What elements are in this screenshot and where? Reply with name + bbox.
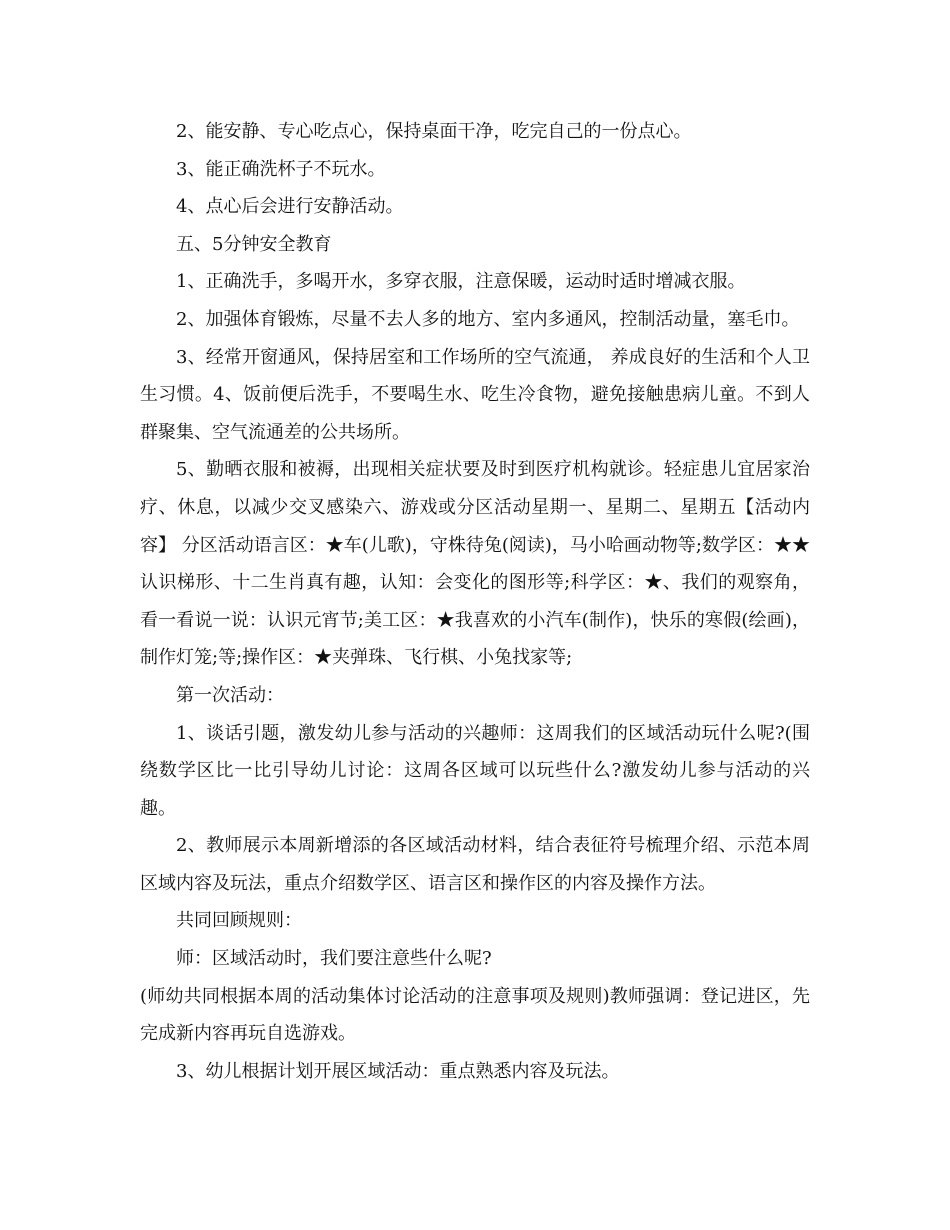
paragraph: (师幼共同根据本周的活动集体讨论活动的注意事项及规则)教师强调：登记进区，先完成新内容再玩自选游戏。 (140, 985, 810, 1045)
paragraph: 2、能安静、专心吃点心，保持桌面干净，吃完自己的一份点心。 (176, 121, 692, 142)
section-heading: 五、5分钟安全教育 (176, 233, 332, 255)
paragraph: 3、幼儿根据计划开展区域活动：重点熟悉内容及玩法。 (176, 1060, 620, 1082)
paragraph: 2、教师展示本周新增添的各区域活动材料，结合表征符号梳理介绍、示范本周区域内容及玩法，重点介绍数学区、语言区和操作区的内容及操作方法。 (140, 835, 810, 894)
paragraph: 5、勤晒衣服和被褥，出现相关症状要及时到医疗机构就诊。轻症患儿宜居家治疗、休息，以减少交叉感染六、游戏或分区活动星期一、星期二、星期五【活动内容】 分区活动语言区：★车(儿歌)，守株待兔(阅读)，马小哈画动物等;数学区：★★认识梯形、十二生肖真有趣，认知：会变化的图形等;科学区：★、我们的观察角，看一看说一说：认识元宵节;美工区：★我喜欢的小汽车(制作)，快乐的寒假(绘画)，制作灯笼;等;操作区：★夹弹珠、飞行棋、小兔找家等; (140, 459, 810, 669)
subheading: 共同回顾规则： (176, 910, 302, 932)
paragraph: 4、点心后会进行安静活动。 (176, 196, 404, 218)
document-body (140, 113, 810, 1090)
paragraph: 3、能正确洗杯子不玩水。 (176, 158, 386, 180)
paragraph: 1、谈话引题，激发幼儿参与活动的兴趣师：这周我们的区域活动玩什么呢?(围绕数学区比一比引导幼儿讨论：这周各区域可以玩些什么?激发幼儿参与活动的兴趣。 (140, 722, 810, 819)
paragraph: 3、经常开窗通风，保持居室和工作场所的空气流通， 养成良好的生活和个人卫生习惯。4、饭前便后洗手，不要喝生水、吃生冷食物，避免接触患病儿童。不到人群聚集、空气流通差的公共场所。 (140, 346, 810, 443)
paragraph: 1、正确洗手，多喝开水，多穿衣服，注意保暖，运动时适时增减衣服。 (176, 271, 746, 293)
paragraph: 2、加强体育锻炼，尽量不去人多的地方、室内多通风，控制活动量，塞毛巾。 (176, 308, 800, 330)
subheading: 第一次活动： (176, 684, 284, 706)
paragraph: 师：区域活动时，我们要注意些什么呢? (176, 948, 492, 970)
